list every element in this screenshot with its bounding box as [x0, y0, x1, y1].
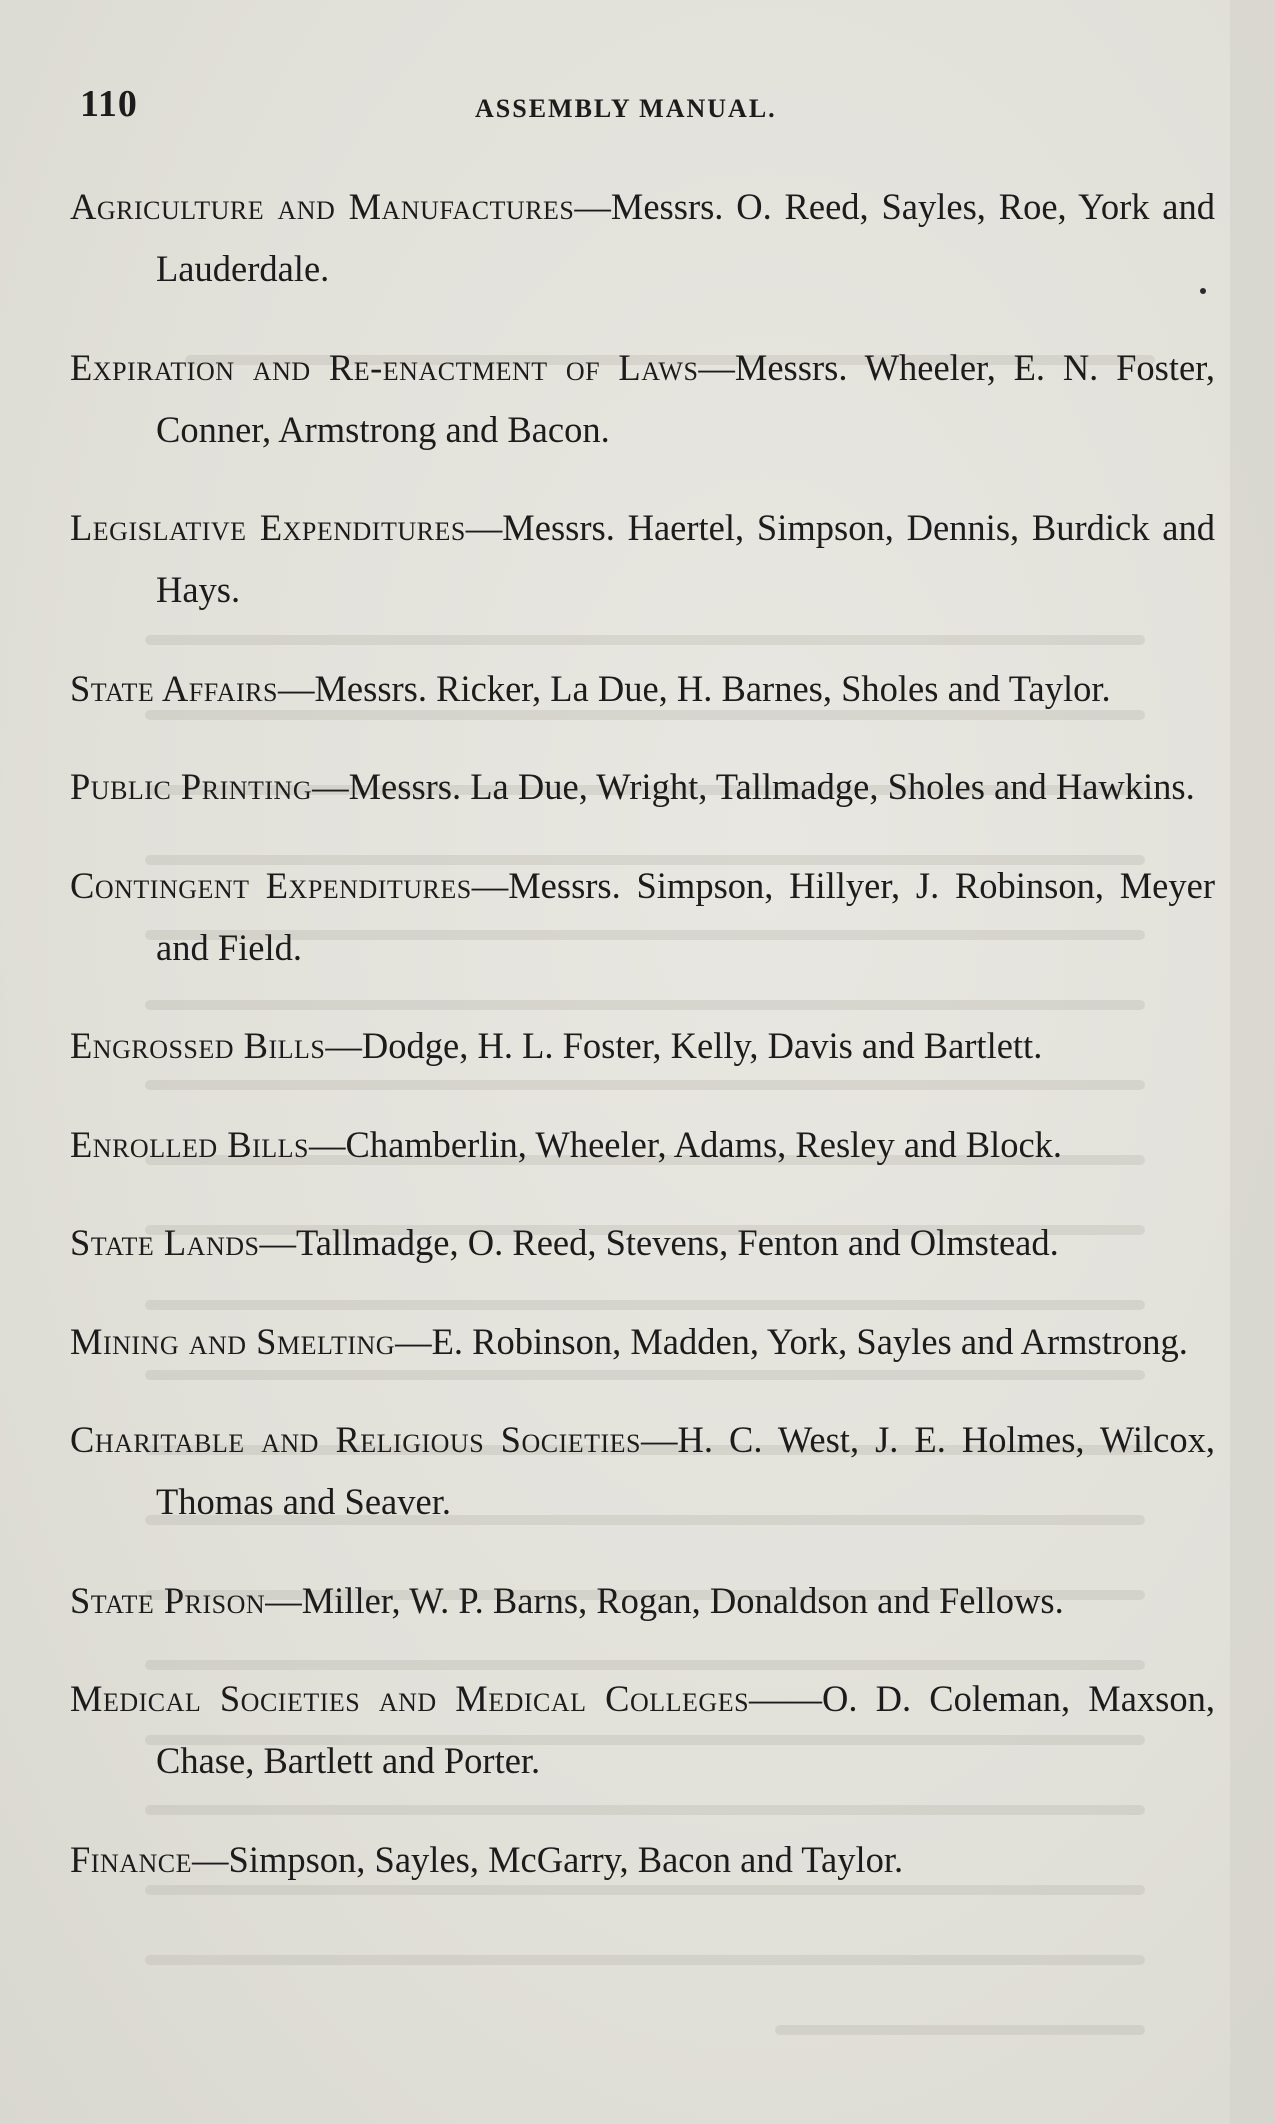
committee-list: [70, 176, 1215, 1899]
committee-name: Expiration and Re-enactment of Laws: [70, 346, 699, 388]
committee-members: —Miller, W. P. Barns, Rogan, Donaldson and Fellows.: [265, 1579, 1064, 1621]
committee-members: —E. Robinson, Madden, York, Sayles and Armstrong.: [395, 1320, 1188, 1362]
committee-entry: [70, 497, 1215, 621]
page-number: 110: [80, 83, 138, 125]
committee-members: —Messrs. Haertel, Simpson, Dennis, Burdick and Hays.: [156, 507, 1215, 610]
committee-name: State Lands: [70, 1222, 260, 1263]
committee-members: —Dodge, H. L. Foster, Kelly, Davis and Bartlett.: [325, 1025, 1043, 1066]
page-header: [80, 82, 1195, 132]
committee-name: Public Printing: [70, 766, 313, 807]
committee-name: Mining and Smelting: [70, 1320, 396, 1362]
committee-entry: [70, 1212, 1215, 1274]
committee-members: —Messrs. Wheeler, E. N. Foster, Conner, Armstrong and Bacon.: [156, 346, 1215, 450]
committee-members: —Messrs. O. Reed, Sayles, Roe, York and Lauderdale.: [156, 186, 1215, 289]
committee-name: Contingent Expenditures: [70, 864, 472, 906]
committee-name: Legislative Expenditures: [70, 507, 466, 548]
running-head: ASSEMBLY MANUAL.: [475, 94, 777, 123]
committee-name: Finance: [70, 1838, 193, 1880]
committee-name: Medical Societies and Medical Colleges: [70, 1678, 750, 1719]
committee-name: Charitable and Religious Societies: [70, 1419, 642, 1460]
committee-entry: [70, 176, 1215, 300]
committee-name: Engrossed Bills: [70, 1025, 326, 1066]
committee-entry: [70, 1668, 1215, 1792]
committee-name: State Affairs: [70, 667, 278, 709]
committee-entry: [70, 1311, 1215, 1373]
committee-members: —H. C. West, J. E. Holmes, Wilcox, Thomas and Seaver.: [156, 1419, 1215, 1522]
ink-fleck: [1200, 288, 1206, 294]
committee-name: Agriculture and Manufactures: [70, 186, 575, 227]
committee-members: ——O. D. Coleman, Maxson, Chase, Bartlett and Porter.: [156, 1678, 1215, 1781]
committee-name: Enrolled Bills: [70, 1123, 309, 1165]
committee-entry: [70, 855, 1215, 979]
committee-entry: [70, 337, 1215, 461]
committee-name: State Prison: [70, 1579, 266, 1621]
committee-entry: [70, 1015, 1215, 1077]
committee-entry: [70, 1114, 1215, 1176]
committee-members: —Messrs. La Due, Wright, Tallmadge, Sholes and Hawkins.: [312, 766, 1195, 807]
committee-members: —Messrs. Ricker, La Due, H. Barnes, Sholes and Taylor.: [277, 667, 1111, 709]
committee-entry: [70, 1570, 1215, 1632]
committee-members: —Tallmadge, O. Reed, Stevens, Fenton and Olmstead.: [259, 1222, 1059, 1263]
committee-members: —Messrs. Simpson, Hillyer, J. Robinson, Meyer and Field.: [156, 864, 1215, 968]
committee-members: —Simpson, Sayles, McGarry, Bacon and Taylor.: [192, 1838, 904, 1880]
committee-entry: [70, 756, 1215, 818]
committee-entry: [70, 1829, 1215, 1891]
committee-entry: [70, 658, 1215, 720]
committee-entry: [70, 1409, 1215, 1533]
committee-members: —Chamberlin, Wheeler, Adams, Resley and Block.: [308, 1123, 1063, 1165]
